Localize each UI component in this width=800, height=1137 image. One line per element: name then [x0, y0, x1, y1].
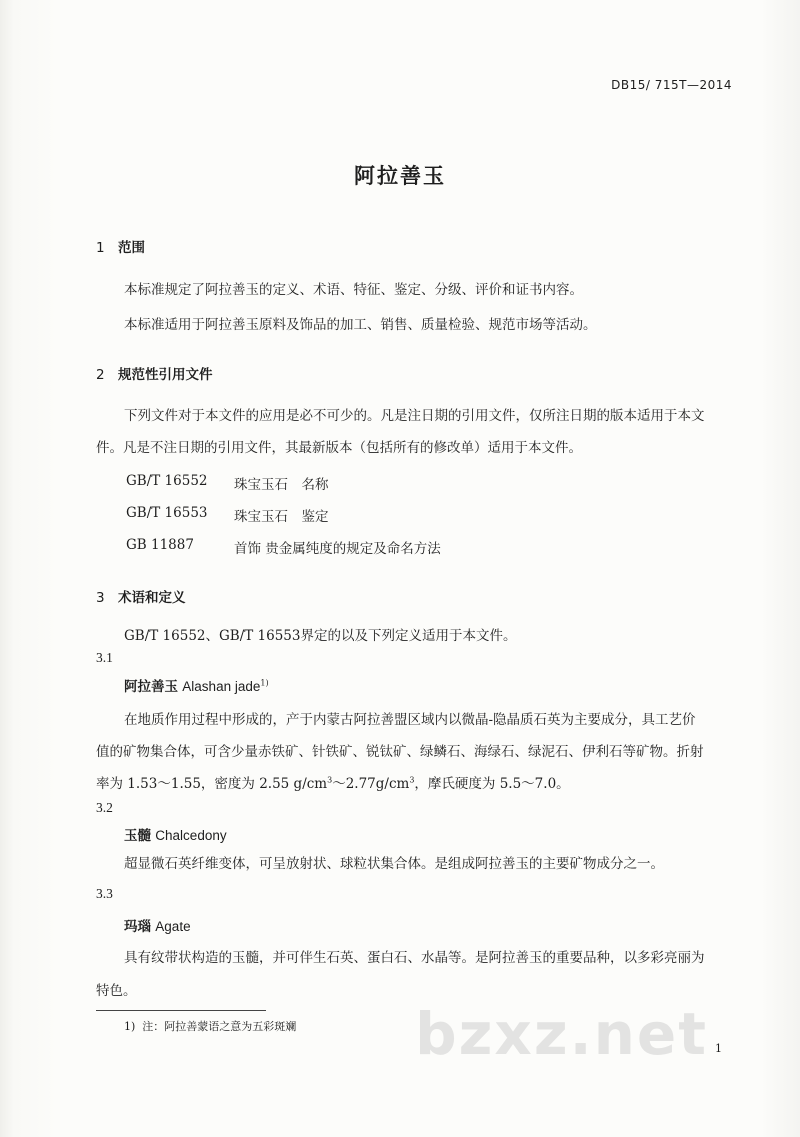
term-english: Agate — [155, 919, 191, 934]
reference-code: GB/T 16552 — [126, 473, 208, 489]
term-chinese: 阿拉善玉 — [124, 679, 178, 695]
section-heading-scope — [96, 236, 145, 256]
paragraph-line: 件。凡是不注日期的引用文件，其最新版本（包括所有的修改单）适用于本文件。 — [96, 440, 582, 456]
page-title: 阿拉善玉 — [354, 164, 446, 188]
clause-number: 3.2 — [96, 800, 113, 815]
footnote — [124, 1018, 296, 1034]
clause-number: 3.1 — [96, 650, 113, 665]
reference-title: 珠宝玉石 鉴定 — [234, 509, 329, 525]
paragraph: 本标准适用于阿拉善玉原料及饰品的加工、销售、质量检验、规范市场等活动。 — [124, 317, 597, 333]
section-title: 规范性引用文件 — [118, 367, 213, 383]
reference-code: GB/T 16553 — [126, 505, 208, 521]
reference-title: 珠宝玉石 名称 — [234, 477, 329, 493]
section-number: 2 — [96, 367, 105, 383]
definition-line: 具有纹带状构造的玉髓，并可伴生石英、蛋白石、水晶等。是阿拉善玉的重要品种，以多彩亮丽为 — [124, 950, 705, 966]
section-number: 1 — [96, 240, 105, 256]
watermark: bzxz.net — [415, 1000, 708, 1068]
footnote-text: 注：阿拉善蒙语之意为五彩斑斓 — [142, 1020, 297, 1033]
footnote-marker: 1) — [260, 678, 269, 688]
section-heading-normative-references — [96, 363, 213, 383]
term-english: Alashan jade — [182, 679, 261, 694]
reference-title: 首饰 贵金属纯度的规定及命名方法 — [234, 541, 441, 557]
definition-line — [96, 772, 570, 792]
definition-line: 在地质作用过程中形成的，产于内蒙古阿拉善盟区域内以微晶-隐晶质石英为主要成分，具工艺价 — [124, 712, 696, 728]
definition-line: 超显微石英纤维变体，可呈放射状、球粒状集合体。是组成阿拉善玉的主要矿物成分之一。 — [124, 856, 664, 872]
reference-code: GB 11887 — [126, 537, 194, 553]
term-english: Chalcedony — [155, 828, 227, 843]
footnote-mark: 1) — [124, 1020, 136, 1033]
term-heading — [124, 915, 191, 935]
definition-line: 特色。 — [96, 983, 137, 999]
section-heading-terms-and-definitions — [96, 586, 186, 606]
page-number: 1 — [715, 1042, 722, 1055]
term-heading — [124, 824, 227, 844]
footnote-divider — [96, 1010, 266, 1011]
definition-text: ～2.77g/cm — [332, 776, 410, 792]
paragraph: GB/T 16552、GB/T 16553界定的以及下列定义适用于本文件。 — [124, 628, 517, 644]
clause-number: 3.3 — [96, 886, 113, 901]
superscript: 3 — [327, 775, 333, 785]
term-chinese: 玉髓 — [124, 828, 151, 844]
definition-text: ，摩氏硬度为 5.5～7.0。 — [414, 776, 570, 792]
superscript: 3 — [409, 775, 415, 785]
definition-line: 值的矿物集合体，可含少量赤铁矿、针铁矿、锐钛矿、绿鳞石、海绿石、绿泥石、伊利石等矿物。折射 — [96, 744, 704, 760]
paragraph: 本标准规定了阿拉善玉的定义、术语、特征、鉴定、分级、评价和证书内容。 — [124, 282, 583, 298]
document-number: DB15/ 715T—2014 — [611, 78, 732, 92]
term-heading — [124, 675, 269, 695]
section-number: 3 — [96, 590, 105, 606]
term-chinese: 玛瑙 — [124, 919, 151, 935]
section-title: 范围 — [118, 240, 145, 256]
definition-text: 率为 1.53～1.55，密度为 2.55 g/cm — [96, 776, 328, 792]
paragraph-line: 下列文件对于本文件的应用是必不可少的。凡是注日期的引用文件，仅所注日期的版本适用于本文 — [124, 408, 705, 424]
section-title: 术语和定义 — [118, 590, 186, 606]
